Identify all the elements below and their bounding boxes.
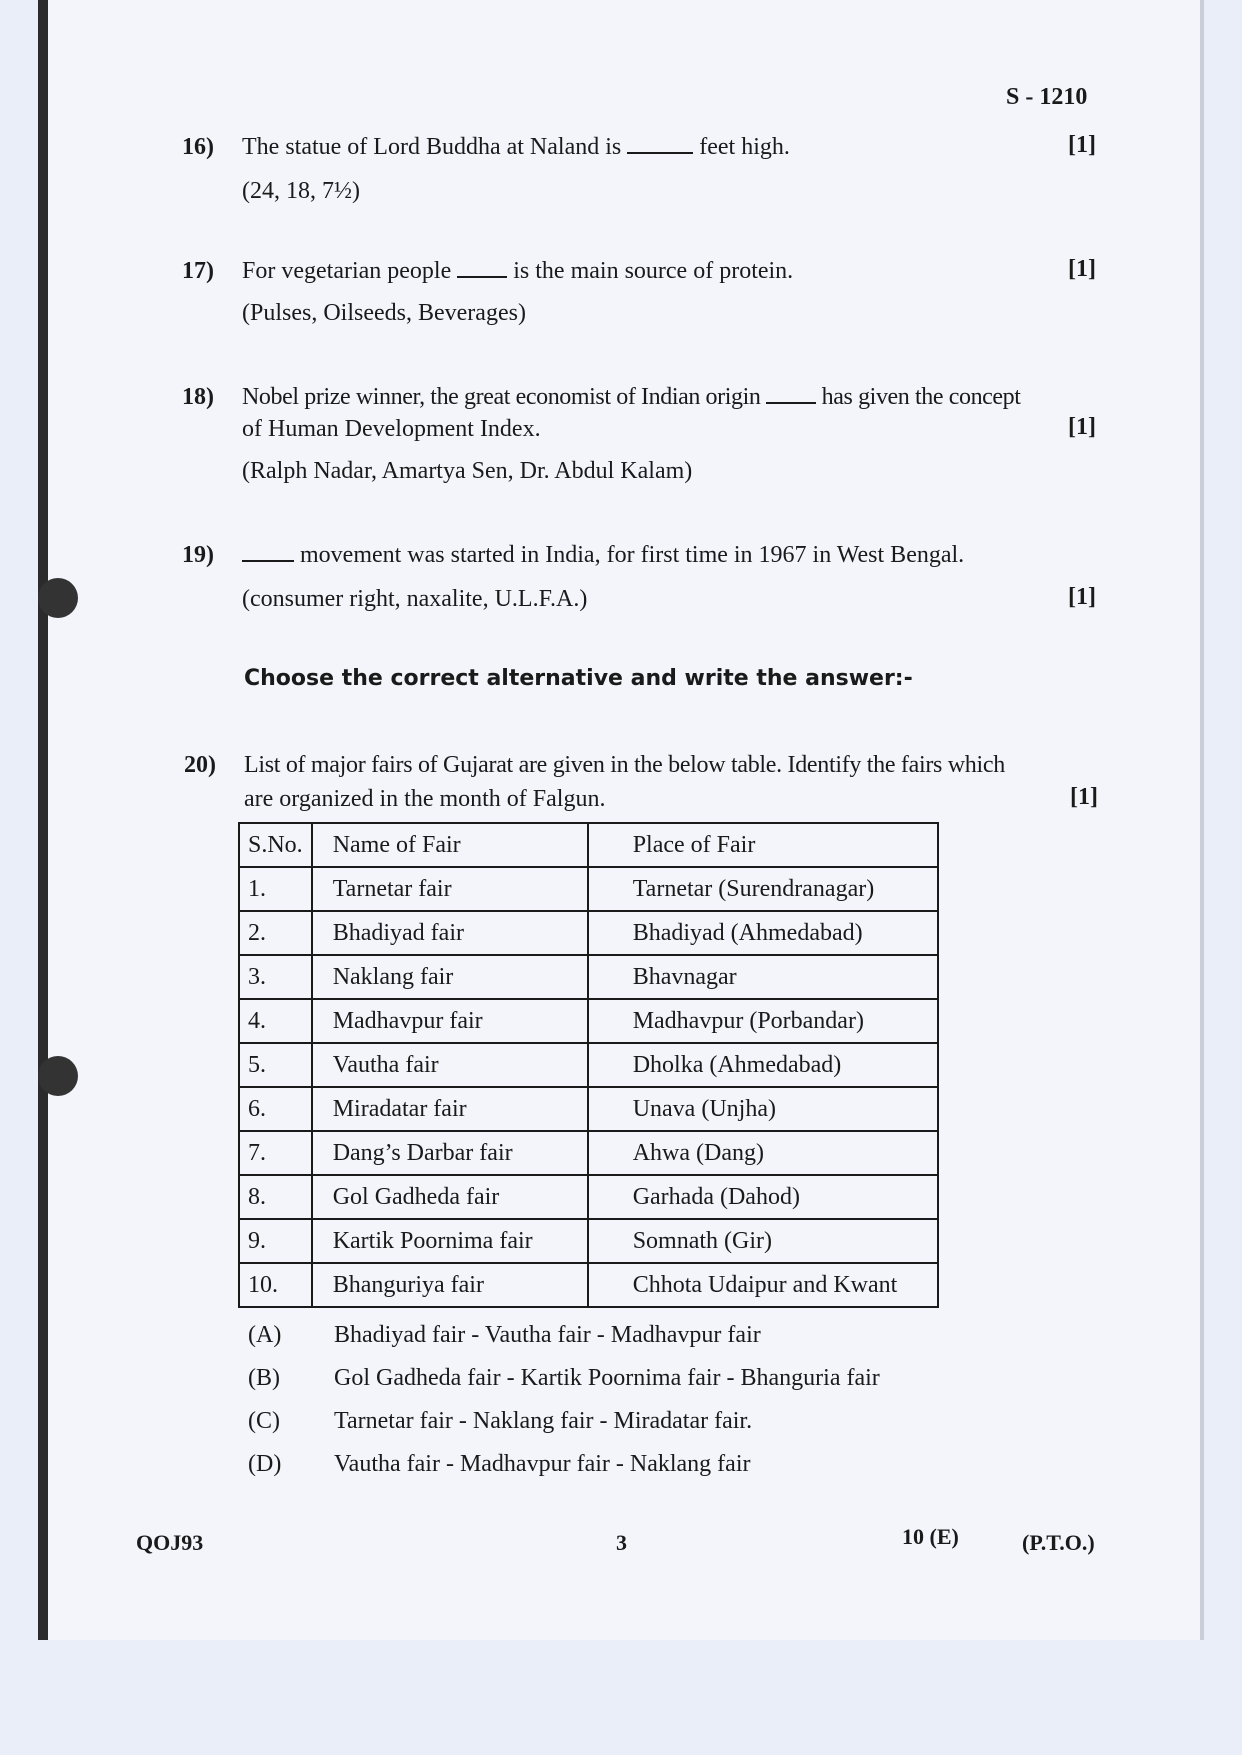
row-fair-place: Tarnetar (Surendranagar) (588, 867, 938, 911)
question-16-number: 16) (182, 134, 214, 160)
row-fair-name: Gol Gadheda fair (312, 1175, 588, 1219)
option-text: Gol Gadheda fair - Kartik Poornima fair - Bhanguria fair (334, 1365, 880, 1391)
row-fair-name: Madhavpur fair (312, 999, 588, 1043)
row-fair-place: Unava (Unjha) (588, 1087, 938, 1131)
table-row (239, 955, 938, 999)
row-fair-place: Garhada (Dahod) (588, 1175, 938, 1219)
row-sno: 2. (239, 911, 312, 955)
question-20-line1: List of major fairs of Gujarat are given in the below table. Identify the fairs which (244, 752, 1005, 778)
option-text: Tarnetar fair - Naklang fair - Miradatar fair. (334, 1408, 753, 1434)
footer-pto: (P.T.O.) (1022, 1530, 1095, 1555)
paper-code: S - 1210 (1006, 84, 1088, 110)
row-sno: 4. (239, 999, 312, 1043)
question-18-text-after: has given the concept (816, 384, 1021, 410)
answer-blank (766, 401, 816, 404)
option-text: Bhadiyad fair - Vautha fair - Madhavpur fair (334, 1322, 761, 1348)
row-fair-place: Bhadiyad (Ahmedabad) (588, 911, 938, 955)
question-17-text-before: For vegetarian people (242, 258, 458, 284)
option-text: Vautha fair - Madhavpur fair - Naklang fair (334, 1451, 751, 1477)
question-16-text-after: feet high. (693, 134, 790, 160)
fairs-table (238, 822, 939, 1308)
row-fair-name: Bhadiyad fair (312, 911, 588, 955)
row-fair-name: Kartik Poornima fair (312, 1219, 588, 1263)
row-fair-name: Vautha fair (312, 1043, 588, 1087)
question-19-marks: [1] (1068, 584, 1096, 610)
page-edge (1200, 0, 1204, 1640)
table-row (239, 999, 938, 1043)
table-row (239, 1263, 938, 1307)
question-17-text (242, 256, 793, 286)
row-sno: 7. (239, 1131, 312, 1175)
table-row (239, 911, 938, 955)
option-label: (C) (248, 1408, 280, 1434)
row-fair-name: Dang’s Darbar fair (312, 1131, 588, 1175)
option-label: (B) (248, 1365, 280, 1391)
row-fair-place: Somnath (Gir) (588, 1219, 938, 1263)
question-20-number: 20) (184, 752, 216, 778)
punch-hole-top (38, 578, 78, 618)
row-sno: 1. (239, 867, 312, 911)
question-18-marks: [1] (1068, 414, 1096, 440)
header-fair-name: Name of Fair (312, 823, 588, 867)
row-fair-place: Madhavpur (Porbandar) (588, 999, 938, 1043)
table-header-row (239, 823, 938, 867)
section-heading: Choose the correct alternative and write the answer:- (244, 666, 913, 691)
row-fair-name: Naklang fair (312, 955, 588, 999)
question-16-text (242, 132, 790, 162)
punch-hole-bottom (38, 1056, 78, 1096)
option-a (248, 1322, 761, 1349)
row-fair-place: Dholka (Ahmedabad) (588, 1043, 938, 1087)
footer-subject: 10 (E) (902, 1524, 959, 1549)
row-sno: 8. (239, 1175, 312, 1219)
row-sno: 5. (239, 1043, 312, 1087)
table-row (239, 867, 938, 911)
table-row (239, 1175, 938, 1219)
row-fair-place: Bhavnagar (588, 955, 938, 999)
row-sno: 10. (239, 1263, 312, 1307)
question-18-options: (Ralph Nadar, Amartya Sen, Dr. Abdul Kalam) (242, 458, 693, 484)
question-20-marks: [1] (1070, 784, 1098, 810)
table-row (239, 1087, 938, 1131)
question-19-options: (consumer right, naxalite, U.L.F.A.) (242, 586, 588, 612)
row-fair-place: Ahwa (Dang) (588, 1131, 938, 1175)
table-row (239, 1043, 938, 1087)
option-label: (D) (248, 1451, 282, 1477)
question-17-marks: [1] (1068, 256, 1096, 282)
answer-blank (627, 151, 693, 154)
option-d (248, 1451, 750, 1478)
exam-page (38, 0, 1203, 1640)
table-row (239, 1131, 938, 1175)
row-fair-name: Miradatar fair (312, 1087, 588, 1131)
page-number: 3 (616, 1530, 627, 1555)
question-16-options: (24, 18, 7½) (242, 178, 360, 204)
question-17-number: 17) (182, 258, 214, 284)
header-fair-place: Place of Fair (588, 823, 938, 867)
question-17-text-after: is the main source of protein. (507, 258, 794, 284)
row-sno: 9. (239, 1219, 312, 1263)
option-c (248, 1408, 752, 1435)
row-fair-name: Tarnetar fair (312, 867, 588, 911)
row-fair-place: Chhota Udaipur and Kwant (588, 1263, 938, 1307)
row-sno: 3. (239, 955, 312, 999)
question-18-text-before: Nobel prize winner, the great economist of Indian origin (242, 384, 767, 410)
question-20-line2: are organized in the month of Falgun. (244, 786, 606, 812)
question-18-number: 18) (182, 384, 214, 410)
option-label: (A) (248, 1322, 282, 1348)
option-b (248, 1365, 880, 1392)
question-16-marks: [1] (1068, 132, 1096, 158)
header-sno: S.No. (239, 823, 312, 867)
question-18-text (242, 382, 1021, 412)
answer-blank (457, 275, 507, 278)
question-19-text-after: movement was started in India, for first time in 1967 in West Bengal. (294, 542, 965, 568)
answer-blank (242, 559, 294, 562)
footer-code: QOJ93 (136, 1530, 204, 1555)
question-18-line2: of Human Development Index. (242, 416, 541, 442)
question-17-options: (Pulses, Oilseeds, Beverages) (242, 300, 526, 326)
question-16-text-before: The statue of Lord Buddha at Naland is (242, 134, 628, 160)
row-fair-name: Bhanguriya fair (312, 1263, 588, 1307)
table-row (239, 1219, 938, 1263)
question-19-text (242, 540, 964, 570)
row-sno: 6. (239, 1087, 312, 1131)
question-19-number: 19) (182, 542, 214, 568)
